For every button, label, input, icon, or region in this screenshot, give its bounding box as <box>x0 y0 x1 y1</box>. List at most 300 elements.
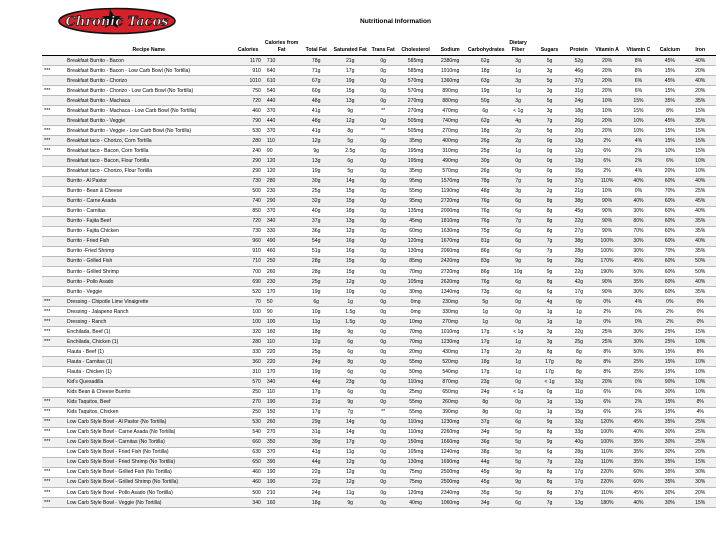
low-carb-marker <box>42 176 65 186</box>
cell-recipe-name: Breakfast Burrito - Machaca <box>65 96 232 106</box>
cell-sodium: 2500mg <box>432 477 468 487</box>
low-carb-marker <box>42 186 65 196</box>
cell-recipe-name: Dressing - Chipotle Lime Vinaigrette <box>65 297 232 307</box>
low-carb-marker: *** <box>42 417 65 427</box>
cell-total-fat: 11g <box>299 317 332 327</box>
low-carb-marker <box>42 347 65 357</box>
cell-sugars: 7g <box>534 498 565 508</box>
cell-trans-fat: 0g <box>367 377 398 387</box>
cell-sugars: 8g <box>534 477 565 487</box>
cell-vitamin-c: 2% <box>622 146 655 156</box>
cell-recipe-name: Low Carb Style Bowl - Carne Asada (No Tortilla) <box>65 427 232 437</box>
cell-sodium: 390mg <box>432 407 468 417</box>
cell-carbohydrates: 83g <box>468 256 503 266</box>
cell-saturated-fat: 13g <box>333 96 368 106</box>
cell-calcium: 35% <box>655 457 684 467</box>
cell-sodium: 1360mg <box>432 76 468 86</box>
cell-calories-from-fat: 220 <box>264 357 300 367</box>
cell-recipe-name: Breakfast Burrito - Machaca - Low Carb Bowl (No Tortilla) <box>65 106 232 116</box>
cell-cholesterol: 45mg <box>399 216 432 226</box>
cell-cholesterol: 20mg <box>399 347 432 357</box>
cell-cholesterol: 70mg <box>399 327 432 337</box>
cell-carbohydrates: 34g <box>468 498 503 508</box>
cell-saturated-fat: 17g <box>333 437 368 447</box>
table-row <box>42 447 716 457</box>
cell-trans-fat: 0g <box>367 337 398 347</box>
cell-sodium: 540mg <box>432 367 468 377</box>
cell-total-fat: 67g <box>299 76 332 86</box>
cell-vitamin-a: 20% <box>592 76 621 86</box>
cell-trans-fat: 0g <box>367 166 398 176</box>
table-row <box>42 96 716 106</box>
cell-trans-fat: 0g <box>367 136 398 146</box>
cell-calcium: 70% <box>655 186 684 196</box>
table-row <box>42 297 716 307</box>
cell-saturated-fat: 6g <box>333 367 368 377</box>
cell-dietary-fiber: 5g <box>502 457 533 467</box>
low-carb-marker <box>42 76 65 86</box>
cell-cholesterol: 270mg <box>399 106 432 116</box>
cell-dietary-fiber: 1g <box>502 367 533 377</box>
cell-dietary-fiber: 1g <box>502 146 533 156</box>
cell-iron: 15% <box>685 106 717 116</box>
cell-total-fat: 30g <box>299 176 332 186</box>
cell-total-fat: 24g <box>299 357 332 367</box>
cell-saturated-fat: 11g <box>333 488 368 498</box>
cell-carbohydrates: 26g <box>468 166 503 176</box>
cell-vitamin-a: 6% <box>592 407 621 417</box>
cell-calories-from-fat: 330 <box>264 226 300 236</box>
cell-sugars: 7g <box>534 116 565 126</box>
cell-calories: 1170 <box>232 56 263 66</box>
cell-saturated-fat: 6g <box>333 156 368 166</box>
cell-saturated-fat: 5g <box>333 136 368 146</box>
cell-sodium: 2620mg <box>432 277 468 287</box>
cell-vitamin-c: 8% <box>622 66 655 76</box>
cell-protein: 17g <box>565 467 592 477</box>
cell-sugars: 8g <box>534 216 565 226</box>
cell-dietary-fiber: 9g <box>502 256 533 266</box>
cell-calories: 690 <box>232 277 263 287</box>
cell-calcium: 15% <box>655 407 684 417</box>
cell-cholesterol: 505mg <box>399 126 432 136</box>
cell-carbohydrates: 23g <box>468 377 503 387</box>
cell-vitamin-c: 40% <box>622 498 655 508</box>
cell-calcium: 10% <box>655 146 684 156</box>
cell-saturated-fat: 7g <box>333 407 368 417</box>
cell-cholesterol: 95mg <box>399 176 432 186</box>
cell-carbohydrates: 17g <box>468 337 503 347</box>
cell-recipe-name: Kids Taquitos, Beef <box>65 397 232 407</box>
cell-calories-from-fat: 210 <box>264 488 300 498</box>
cell-saturated-fat: 6g <box>333 337 368 347</box>
cell-total-fat: 25g <box>299 277 332 287</box>
cell-trans-fat: 0g <box>367 467 398 477</box>
cell-cholesterol: 75mg <box>399 477 432 487</box>
cell-calcium: 60% <box>655 266 684 276</box>
cell-dietary-fiber: 5g <box>502 437 533 447</box>
cell-recipe-name: Low Carb Style Bowl - Fried Fish (No Tortilla) <box>65 447 232 457</box>
cell-carbohydrates: 18g <box>468 357 503 367</box>
cell-vitamin-a: 20% <box>592 116 621 126</box>
cell-saturated-fat: 1.5g <box>333 307 368 317</box>
cell-sugars: 9g <box>534 417 565 427</box>
header-vitamin-a: Vitamin A <box>592 28 621 56</box>
cell-calories: 100 <box>232 317 263 327</box>
cell-calories-from-fat: 340 <box>264 377 300 387</box>
table-row <box>42 407 716 417</box>
cell-saturated-fat: 14g <box>333 427 368 437</box>
cell-vitamin-a: 90% <box>592 206 621 216</box>
cell-total-fat: 25g <box>299 186 332 196</box>
cell-protein: 28g <box>565 447 592 457</box>
cell-protein: 24g <box>565 96 592 106</box>
cell-saturated-fat: 21g <box>333 56 368 66</box>
header-protein: Protein <box>565 28 592 56</box>
cell-recipe-name: Burrito - Fajita Beef <box>65 216 232 226</box>
cell-recipe-name: Breakfast taco - Bacon, Corn Tortilla <box>65 146 232 156</box>
cell-trans-fat: 0g <box>367 307 398 317</box>
cell-sugars: 3g <box>534 66 565 76</box>
cell-cholesterol: 70mg <box>399 337 432 347</box>
cell-calories: 310 <box>232 367 263 377</box>
cell-trans-fat: 0g <box>367 56 398 66</box>
cell-dietary-fiber: 0g <box>502 156 533 166</box>
cell-sodium: 880mg <box>432 96 468 106</box>
cell-vitamin-a: 20% <box>592 377 621 387</box>
cell-iron: 35% <box>685 216 717 226</box>
cell-sodium: 1570mg <box>432 176 468 186</box>
cell-trans-fat: 0g <box>367 488 398 498</box>
cell-saturated-fat: 15g <box>333 196 368 206</box>
cell-sodium: 650mg <box>432 387 468 397</box>
cell-cholesterol: 570mg <box>399 86 432 96</box>
cell-iron: 15% <box>685 498 717 508</box>
low-carb-marker <box>42 216 65 226</box>
cell-carbohydrates: 86g <box>468 266 503 276</box>
header-vitamin-c: Vitamin C <box>622 28 655 56</box>
report-title: Nutritional Information <box>360 18 432 25</box>
cell-saturated-fat: 16g <box>333 236 368 246</box>
cell-cholesterol: 105mg <box>399 447 432 457</box>
cell-total-fat: 12g <box>299 136 332 146</box>
cell-sodium: 2720mg <box>432 196 468 206</box>
cell-calories: 530 <box>232 417 263 427</box>
cell-iron: 40% <box>685 176 717 186</box>
low-carb-marker <box>42 256 65 266</box>
table-row <box>42 86 716 96</box>
cell-calories-from-fat: 540 <box>264 86 300 96</box>
table-row <box>42 417 716 427</box>
cell-carbohydrates: 81g <box>468 236 503 246</box>
cell-total-fat: 10g <box>299 307 332 317</box>
cell-iron: 10% <box>685 367 717 377</box>
cell-dietary-fiber: 5g <box>502 427 533 437</box>
cell-calories-from-fat: 350 <box>264 437 300 447</box>
low-carb-marker: *** <box>42 488 65 498</box>
low-carb-marker <box>42 196 65 206</box>
table-row <box>42 66 716 76</box>
cell-sodium: 1630mg <box>432 226 468 236</box>
cell-sugars: 5g <box>534 96 565 106</box>
cell-trans-fat: 0g <box>367 146 398 156</box>
cell-saturated-fat: 1.5g <box>333 317 368 327</box>
cell-vitamin-c: 8% <box>622 56 655 66</box>
low-carb-marker <box>42 377 65 387</box>
cell-calories-from-fat: 90 <box>264 146 300 156</box>
cell-iron: 25% <box>685 427 717 437</box>
cell-iron: 30% <box>685 467 717 477</box>
cell-total-fat: 41g <box>299 106 332 116</box>
cell-trans-fat: 0g <box>367 437 398 447</box>
cell-saturated-fat: 13g <box>333 216 368 226</box>
cell-vitamin-c: 4% <box>622 297 655 307</box>
cell-carbohydrates: 36g <box>468 437 503 447</box>
cell-sodium: 1190mg <box>432 186 468 196</box>
cell-iron: 30% <box>685 477 717 487</box>
cell-trans-fat: 0g <box>367 116 398 126</box>
cell-iron: 10% <box>685 337 717 347</box>
cell-sugars: 4g <box>534 297 565 307</box>
cell-iron: 25% <box>685 417 717 427</box>
cell-vitamin-a: 90% <box>592 287 621 297</box>
cell-protein: 40g <box>565 437 592 447</box>
cell-vitamin-a: 100% <box>592 437 621 447</box>
table-row <box>42 437 716 447</box>
cell-calcium: 15% <box>655 66 684 76</box>
cell-protein: 15g <box>565 407 592 417</box>
cell-dietary-fiber: 9g <box>502 477 533 487</box>
cell-calcium: 15% <box>655 397 684 407</box>
cell-vitamin-a: 20% <box>592 86 621 96</box>
low-carb-marker <box>42 447 65 457</box>
low-carb-marker <box>42 266 65 276</box>
low-carb-marker <box>42 96 65 106</box>
cell-sodium: 330mg <box>432 307 468 317</box>
cell-recipe-name: Low Carb Style Bowl - Carnitas (No Tortilla) <box>65 437 232 447</box>
cell-vitamin-a: 220% <box>592 467 621 477</box>
low-carb-marker: *** <box>42 317 65 327</box>
cell-recipe-name: Low Carb Style Bowl - Pollo Asado (No Tortilla) <box>65 488 232 498</box>
cell-sodium: 740mg <box>432 116 468 126</box>
cell-sugars: 8g <box>534 206 565 216</box>
cell-calories-from-fat: 220 <box>264 347 300 357</box>
table-row <box>42 427 716 437</box>
cell-dietary-fiber: 2g <box>502 136 533 146</box>
cell-total-fat: 6g <box>299 297 332 307</box>
cell-vitamin-c: 6% <box>622 76 655 86</box>
cell-carbohydrates: 76g <box>468 196 503 206</box>
header-saturated-fat: Saturated Fat <box>333 28 368 56</box>
cell-protein: 32g <box>565 377 592 387</box>
cell-carbohydrates: 37g <box>468 417 503 427</box>
cell-calcium: 90% <box>655 377 684 387</box>
cell-calories-from-fat: 160 <box>264 498 300 508</box>
table-row <box>42 498 716 508</box>
header-row <box>42 28 716 56</box>
cell-carbohydrates: 25g <box>468 146 503 156</box>
low-carb-marker: *** <box>42 427 65 437</box>
cell-saturated-fat: 17g <box>333 66 368 76</box>
cell-saturated-fat: 9g <box>333 397 368 407</box>
cell-calories-from-fat: 170 <box>264 287 300 297</box>
cell-iron: 40% <box>685 76 717 86</box>
cell-calcium: 2% <box>655 307 684 317</box>
cell-vitamin-a: 25% <box>592 337 621 347</box>
cell-calcium: 25% <box>655 327 684 337</box>
cell-total-fat: 41g <box>299 447 332 457</box>
cell-total-fat: 12g <box>299 337 332 347</box>
cell-vitamin-a: 2% <box>592 307 621 317</box>
cell-carbohydrates: 17g <box>468 367 503 377</box>
cell-carbohydrates: 76g <box>468 206 503 216</box>
cell-trans-fat: 0g <box>367 357 398 367</box>
cell-sodium: 870mg <box>432 377 468 387</box>
low-carb-marker: *** <box>42 66 65 76</box>
cell-iron: 10% <box>685 387 717 397</box>
cell-recipe-name: Burrito - Fajita Chicken <box>65 226 232 236</box>
table-row <box>42 146 716 156</box>
cell-carbohydrates: 24g <box>468 387 503 397</box>
header-sodium: Sodium <box>432 28 468 56</box>
cell-sugars: 8g <box>534 427 565 437</box>
cell-vitamin-c: 2% <box>622 156 655 166</box>
cell-calcium: 2% <box>655 317 684 327</box>
cell-calories: 520 <box>232 287 263 297</box>
cell-carbohydrates: 73g <box>468 287 503 297</box>
cell-iron: 10% <box>685 357 717 367</box>
cell-protein: 38g <box>565 196 592 206</box>
cell-total-fat: 41g <box>299 126 332 136</box>
cell-protein: 28g <box>565 246 592 256</box>
cell-sodium: 1010mg <box>432 327 468 337</box>
cell-saturated-fat: 18g <box>333 206 368 216</box>
cell-sugars: 17g <box>534 367 565 377</box>
cell-recipe-name: Breakfast Burrito - Chorizo <box>65 76 232 86</box>
cell-dietary-fiber: 4g <box>502 116 533 126</box>
cell-protein: 22g <box>565 266 592 276</box>
cell-sodium: 2720mg <box>432 266 468 276</box>
cell-calcium: 60% <box>655 277 684 287</box>
low-carb-marker: *** <box>42 397 65 407</box>
low-carb-marker <box>42 287 65 297</box>
cell-recipe-name: Low Carb Style Bowl - Al Pastor (No Tortilla) <box>65 417 232 427</box>
low-carb-marker <box>42 206 65 216</box>
logo-text: Chronic Tacos <box>65 14 169 30</box>
cell-calories-from-fat: 190 <box>264 397 300 407</box>
low-carb-marker <box>42 246 65 256</box>
cell-calories-from-fat: 460 <box>264 246 300 256</box>
cell-vitamin-c: 50% <box>622 347 655 357</box>
cell-sugars: 8g <box>534 226 565 236</box>
cell-cholesterol: 85mg <box>399 256 432 266</box>
cell-iron: 35% <box>685 96 717 106</box>
table-row <box>42 357 716 367</box>
cell-sugars: 8g <box>534 277 565 287</box>
cell-saturated-fat: 15g <box>333 86 368 96</box>
cell-total-fat: 36g <box>299 226 332 236</box>
cell-dietary-fiber: 9g <box>502 467 533 477</box>
table-row <box>42 397 716 407</box>
cell-total-fat: 44g <box>299 457 332 467</box>
cell-sodium: 2060mg <box>432 246 468 256</box>
cell-sugars: 1g <box>534 307 565 317</box>
cell-vitamin-c: 40% <box>622 427 655 437</box>
cell-total-fat: 31g <box>299 427 332 437</box>
cell-recipe-name: Burrito - Carnitas <box>65 206 232 216</box>
cell-recipe-name: Breakfast taco - Bacon, Flour Tortilla <box>65 156 232 166</box>
table-row <box>42 337 716 347</box>
cell-vitamin-a: 120% <box>592 417 621 427</box>
cell-carbohydrates: 6g <box>468 106 503 116</box>
cell-recipe-name: Enchilada, Beef (1) <box>65 327 232 337</box>
cell-cholesterol: 135mg <box>399 206 432 216</box>
cell-carbohydrates: 17g <box>468 327 503 337</box>
cell-recipe-name: Low Carb Style Bowl - Fried Shrimp (No Tortilla) <box>65 457 232 467</box>
cell-sodium: 230mg <box>432 297 468 307</box>
cell-total-fat: 22g <box>299 467 332 477</box>
cell-vitamin-a: 0% <box>592 317 621 327</box>
cell-dietary-fiber: 5g <box>502 447 533 457</box>
cell-iron: 15% <box>685 457 717 467</box>
cell-dietary-fiber: 6g <box>502 206 533 216</box>
cell-protein: 37g <box>565 76 592 86</box>
cell-sodium: 400mg <box>432 136 468 146</box>
cell-calcium: 60% <box>655 287 684 297</box>
cell-trans-fat: 0g <box>367 236 398 246</box>
header-sugars: Sugars <box>534 28 565 56</box>
cell-total-fat: 71g <box>299 66 332 76</box>
cell-carbohydrates: 62g <box>468 116 503 126</box>
cell-vitamin-a: 6% <box>592 156 621 166</box>
cell-trans-fat: 0g <box>367 96 398 106</box>
cell-calories: 280 <box>232 136 263 146</box>
cell-calories-from-fat: 340 <box>264 216 300 226</box>
cell-cholesterol: 50mg <box>399 367 432 377</box>
cell-calories-from-fat: 610 <box>264 76 300 86</box>
cell-total-fat: 37g <box>299 216 332 226</box>
cell-saturated-fat: 14g <box>333 176 368 186</box>
low-carb-marker: *** <box>42 126 65 136</box>
cell-calcium: 60% <box>655 226 684 236</box>
cell-iron: 8% <box>685 397 717 407</box>
cell-calcium: 45% <box>655 116 684 126</box>
cell-protein: 1g <box>565 307 592 317</box>
cell-calories: 730 <box>232 226 263 236</box>
cell-vitamin-a: 110% <box>592 176 621 186</box>
low-carb-marker: *** <box>42 146 65 156</box>
cell-sugars: 9g <box>534 266 565 276</box>
cell-sodium: 1340mg <box>432 287 468 297</box>
header-calories-from-fat: Calories from Fat <box>264 28 300 56</box>
cell-dietary-fiber: 1g <box>502 66 533 76</box>
cell-calcium: 6% <box>655 156 684 166</box>
cell-total-fat: 29g <box>299 417 332 427</box>
cell-recipe-name: Burrito -Fried Shrimp <box>65 246 232 256</box>
cell-calories: 570 <box>232 377 263 387</box>
cell-saturated-fat: 19g <box>333 76 368 86</box>
cell-cholesterol: 55mg <box>399 397 432 407</box>
cell-trans-fat: 0g <box>367 297 398 307</box>
cell-iron: 35% <box>685 246 717 256</box>
cell-cholesterol: 60mg <box>399 226 432 236</box>
cell-vitamin-a: 90% <box>592 277 621 287</box>
cell-carbohydrates: 78g <box>468 176 503 186</box>
cell-vitamin-a: 2% <box>592 166 621 176</box>
cell-vitamin-c: 60% <box>622 477 655 487</box>
table-row <box>42 206 716 216</box>
cell-iron: 25% <box>685 186 717 196</box>
